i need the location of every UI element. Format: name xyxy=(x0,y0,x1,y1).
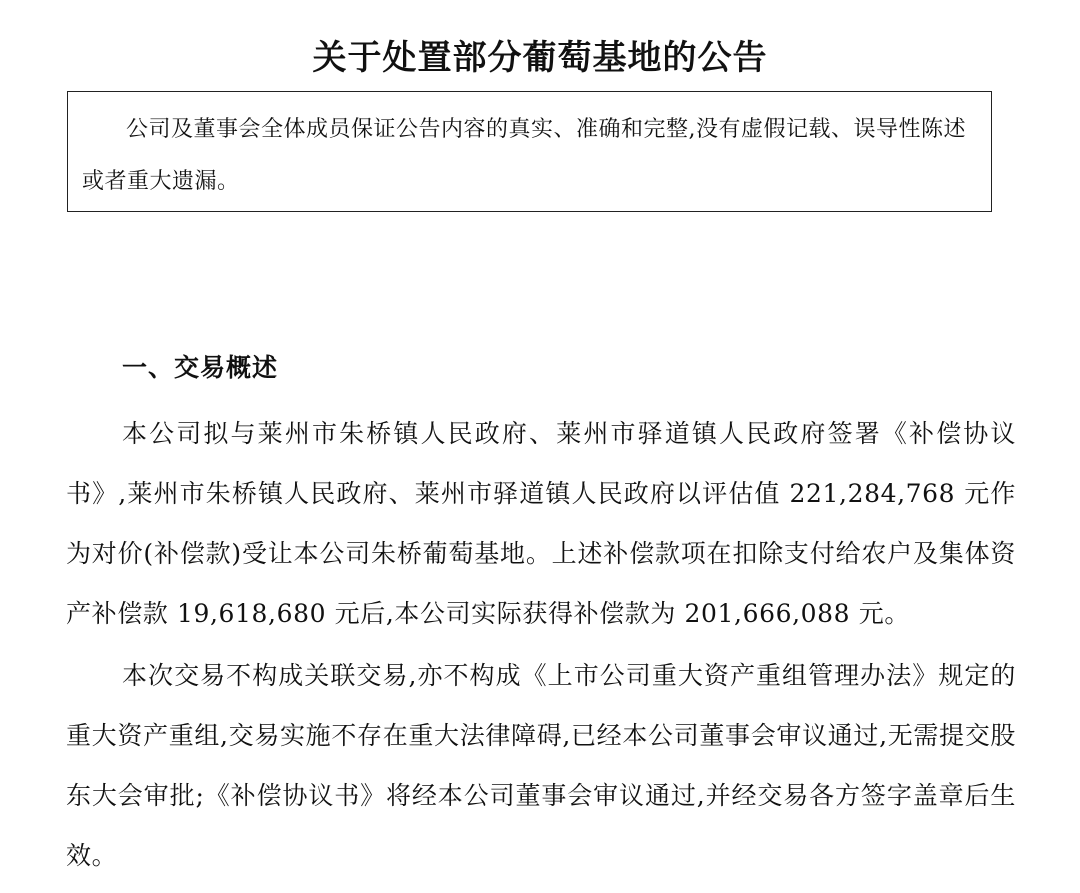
document-title: 关于处置部分葡萄基地的公告 xyxy=(312,38,768,78)
disclaimer-text: 公司及董事会全体成员保证公告内容的真实、准确和完整,没有虚假记载、误导性陈述或者重大遗漏。 xyxy=(82,117,966,194)
paragraph-transaction-approval: 本次交易不构成关联交易,亦不构成《上市公司重大资产重组管理办法》规定的重大资产重组,交易实施不存在重大法律障碍,已经本公司董事会审议通过,无需提交股东大会审批;《补偿协议书》将经本公司董事会审议通过,并经交易各方签字盖章后生效。 xyxy=(66,661,1016,870)
section-heading: 一、交易概述 xyxy=(122,353,279,382)
paragraph-transaction-summary: 本公司拟与莱州市朱桥镇人民政府、莱州市驿道镇人民政府签署《补偿协议书》,莱州市朱桥镇人民政府、莱州市驿道镇人民政府以评估值 221,284,768 元作为对价(补偿款)受让本公司朱桥葡萄基地。上述补偿款项在扣除支付给农户及集体资产补偿款 19,618,680 元后,本公司实际获得补偿款为 201,666,088 元。 xyxy=(66,419,1016,628)
disclaimer-box xyxy=(67,91,992,212)
